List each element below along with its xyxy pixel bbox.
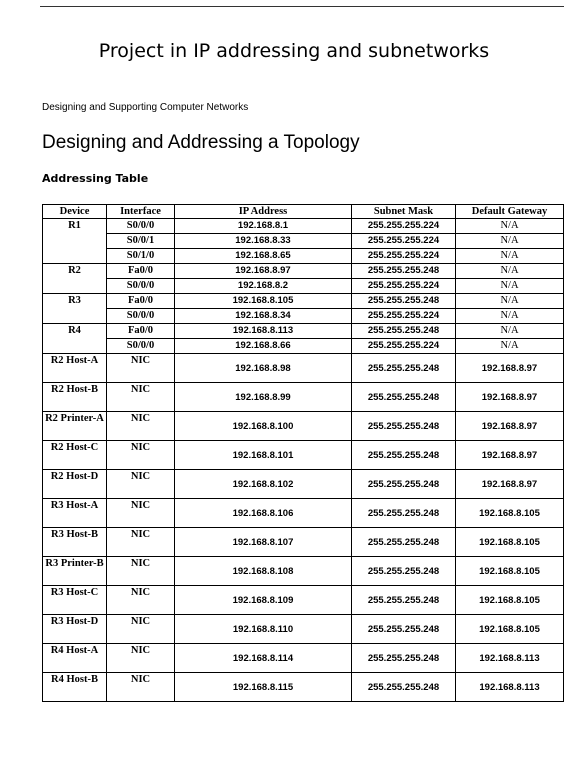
table-caption: Addressing Table [42, 172, 149, 185]
default-gateway-cell: 192.168.8.97 [456, 354, 564, 383]
ip-address-cell: 192.168.8.99 [175, 383, 352, 412]
ip-address-cell: 192.168.8.101 [175, 441, 352, 470]
table-row [43, 354, 564, 383]
device-cell: R2 [43, 264, 107, 294]
table-row [43, 644, 564, 673]
interface-cell: S0/0/0 [107, 309, 175, 324]
table-row [43, 499, 564, 528]
default-gateway-cell: 192.168.8.97 [456, 412, 564, 441]
addressing-table [42, 204, 564, 702]
table-row [43, 586, 564, 615]
device-cell: R3 Host-C [43, 586, 107, 615]
ip-address-cell: 192.168.8.113 [175, 324, 352, 339]
ip-address-cell: 192.168.8.106 [175, 499, 352, 528]
interface-cell: NIC [107, 615, 175, 644]
device-cell: R4 [43, 324, 107, 354]
default-gateway-cell: 192.168.8.105 [456, 528, 564, 557]
subnet-mask-cell: 255.255.255.248 [352, 412, 456, 441]
subnet-mask-cell: 255.255.255.248 [352, 294, 456, 309]
ip-address-cell: 192.168.8.97 [175, 264, 352, 279]
ip-address-cell: 192.168.8.107 [175, 528, 352, 557]
ip-address-cell: 192.168.8.33 [175, 234, 352, 249]
header-row [43, 205, 564, 219]
ip-address-cell: 192.168.8.108 [175, 557, 352, 586]
interface-cell: S0/0/0 [107, 279, 175, 294]
top-rule [40, 6, 564, 7]
interface-cell: Fa0/0 [107, 324, 175, 339]
ip-address-cell: 192.168.8.100 [175, 412, 352, 441]
interface-cell: NIC [107, 383, 175, 412]
device-cell: R2 Printer-A [43, 412, 107, 441]
default-gateway-cell: 192.168.8.113 [456, 644, 564, 673]
interface-cell: NIC [107, 528, 175, 557]
interface-cell: NIC [107, 557, 175, 586]
device-cell: R3 Host-A [43, 499, 107, 528]
document-title: Project in IP addressing and subnetworks [98, 40, 490, 62]
default-gateway-cell: 192.168.8.113 [456, 673, 564, 702]
default-gateway-cell: 192.168.8.97 [456, 441, 564, 470]
device-cell: R1 [43, 219, 107, 264]
ip-address-cell: 192.168.8.34 [175, 309, 352, 324]
device-cell: R2 Host-D [43, 470, 107, 499]
subnet-mask-cell: 255.255.255.248 [352, 586, 456, 615]
table-row [43, 249, 564, 264]
subnet-mask-cell: 255.255.255.224 [352, 234, 456, 249]
subnet-mask-cell: 255.255.255.248 [352, 644, 456, 673]
default-gateway-cell: N/A [456, 264, 564, 279]
default-gateway-cell: N/A [456, 279, 564, 294]
interface-cell: S0/0/0 [107, 219, 175, 234]
table-row [43, 615, 564, 644]
table-row [43, 264, 564, 279]
device-cell: R3 Host-B [43, 528, 107, 557]
default-gateway-cell: N/A [456, 219, 564, 234]
subnet-mask-cell: 255.255.255.248 [352, 615, 456, 644]
interface-cell: NIC [107, 441, 175, 470]
subnet-mask-cell: 255.255.255.224 [352, 219, 456, 234]
default-gateway-cell: 192.168.8.97 [456, 470, 564, 499]
subnet-mask-cell: 255.255.255.248 [352, 528, 456, 557]
subnet-mask-cell: 255.255.255.248 [352, 499, 456, 528]
table-row [43, 279, 564, 294]
interface-cell: NIC [107, 586, 175, 615]
subnet-mask-cell: 255.255.255.248 [352, 557, 456, 586]
interface-cell: Fa0/0 [107, 294, 175, 309]
default-gateway-cell: N/A [456, 324, 564, 339]
table-row [43, 557, 564, 586]
ip-address-cell: 192.168.8.109 [175, 586, 352, 615]
interface-cell: NIC [107, 470, 175, 499]
interface-cell: NIC [107, 673, 175, 702]
ip-address-cell: 192.168.8.102 [175, 470, 352, 499]
ip-address-cell: 192.168.8.66 [175, 339, 352, 354]
ip-address-cell: 192.168.8.110 [175, 615, 352, 644]
header-subnet-mask: Subnet Mask [352, 205, 456, 219]
subnet-mask-cell: 255.255.255.224 [352, 309, 456, 324]
header-interface: Interface [107, 205, 175, 219]
table-row [43, 309, 564, 324]
table-row [43, 470, 564, 499]
subnet-mask-cell: 255.255.255.248 [352, 441, 456, 470]
table-row [43, 673, 564, 702]
default-gateway-cell: N/A [456, 294, 564, 309]
ip-address-cell: 192.168.8.2 [175, 279, 352, 294]
section-heading: Designing and Addressing a Topology [42, 132, 360, 153]
table-row [43, 383, 564, 412]
subnet-mask-cell: 255.255.255.248 [352, 264, 456, 279]
device-cell: R4 Host-A [43, 644, 107, 673]
header-ip-address: IP Address [175, 205, 352, 219]
table-row [43, 234, 564, 249]
header-default-gateway: Default Gateway [456, 205, 564, 219]
device-cell: R2 Host-B [43, 383, 107, 412]
table-row [43, 441, 564, 470]
subnet-mask-cell: 255.255.255.224 [352, 339, 456, 354]
default-gateway-cell: N/A [456, 309, 564, 324]
ip-address-cell: 192.168.8.115 [175, 673, 352, 702]
interface-cell: S0/1/0 [107, 249, 175, 264]
default-gateway-cell: 192.168.8.105 [456, 615, 564, 644]
ip-address-cell: 192.168.8.98 [175, 354, 352, 383]
subnet-mask-cell: 255.255.255.248 [352, 354, 456, 383]
interface-cell: NIC [107, 354, 175, 383]
subnet-mask-cell: 255.255.255.248 [352, 324, 456, 339]
default-gateway-cell: 192.168.8.105 [456, 499, 564, 528]
subnet-mask-cell: 255.255.255.248 [352, 673, 456, 702]
ip-address-cell: 192.168.8.105 [175, 294, 352, 309]
default-gateway-cell: N/A [456, 249, 564, 264]
table-row [43, 412, 564, 441]
device-cell: R3 [43, 294, 107, 324]
subnet-mask-cell: 255.255.255.224 [352, 279, 456, 294]
interface-cell: NIC [107, 412, 175, 441]
table-row [43, 528, 564, 557]
ip-address-cell: 192.168.8.65 [175, 249, 352, 264]
default-gateway-cell: 192.168.8.105 [456, 586, 564, 615]
default-gateway-cell: 192.168.8.97 [456, 383, 564, 412]
interface-cell: S0/0/1 [107, 234, 175, 249]
device-cell: R2 Host-A [43, 354, 107, 383]
table-row [43, 219, 564, 234]
subnet-mask-cell: 255.255.255.224 [352, 249, 456, 264]
table-row [43, 324, 564, 339]
interface-cell: S0/0/0 [107, 339, 175, 354]
ip-address-cell: 192.168.8.114 [175, 644, 352, 673]
interface-cell: NIC [107, 499, 175, 528]
default-gateway-cell: N/A [456, 234, 564, 249]
interface-cell: Fa0/0 [107, 264, 175, 279]
device-cell: R3 Host-D [43, 615, 107, 644]
table-body [43, 219, 564, 702]
device-cell: R3 Printer-B [43, 557, 107, 586]
subnet-mask-cell: 255.255.255.248 [352, 383, 456, 412]
course-name: Designing and Supporting Computer Networks [42, 102, 249, 113]
default-gateway-cell: N/A [456, 339, 564, 354]
default-gateway-cell: 192.168.8.105 [456, 557, 564, 586]
device-cell: R4 Host-B [43, 673, 107, 702]
table-row [43, 339, 564, 354]
subnet-mask-cell: 255.255.255.248 [352, 470, 456, 499]
ip-address-cell: 192.168.8.1 [175, 219, 352, 234]
interface-cell: NIC [107, 644, 175, 673]
device-cell: R2 Host-C [43, 441, 107, 470]
table-row [43, 294, 564, 309]
header-device: Device [43, 205, 107, 219]
